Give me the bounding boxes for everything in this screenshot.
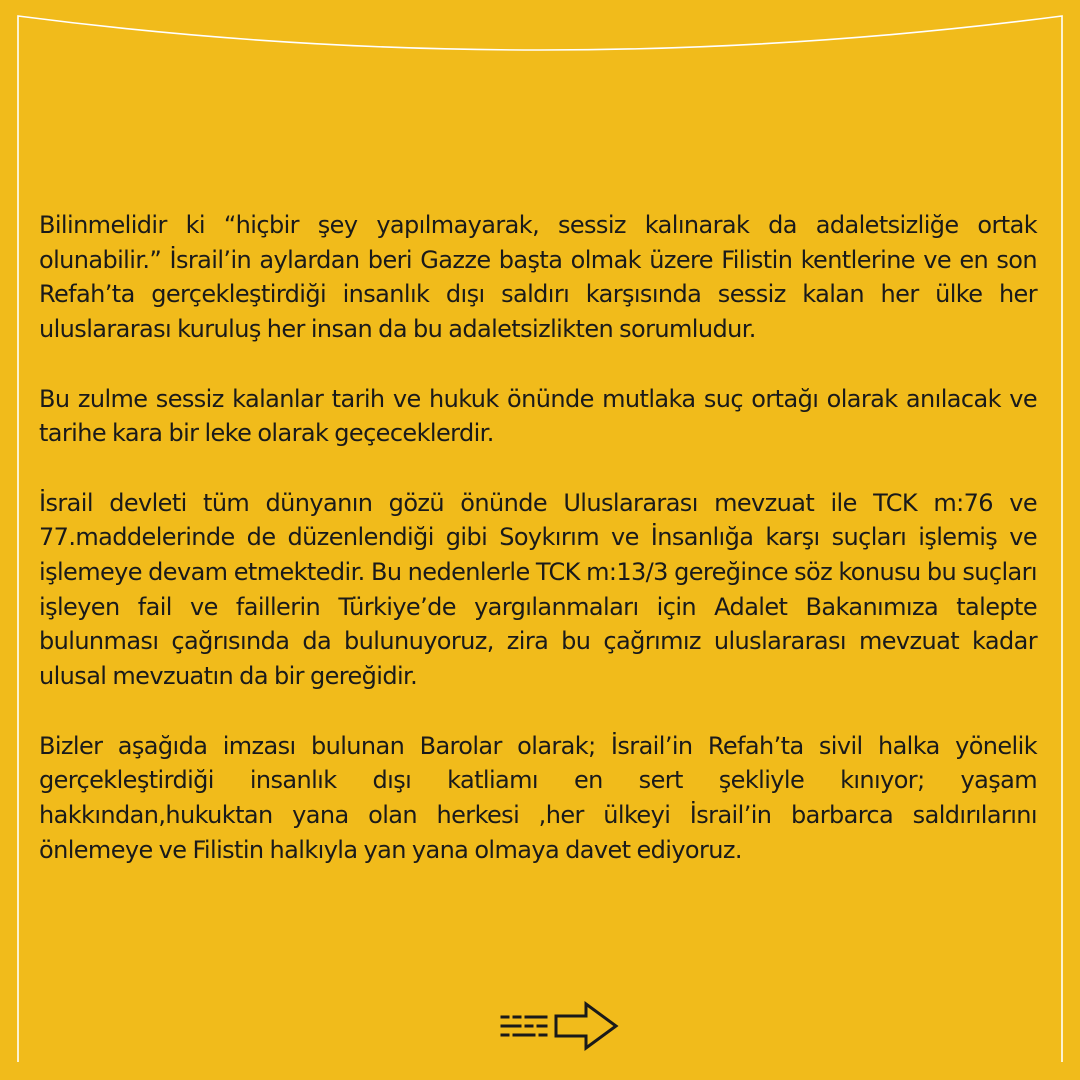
paragraph-4: Bizler aşağıda imzası bulunan Barolar olarak; İsrail’in Refah’ta sivil halka yönelik gerçekleştirdiği insanlık dışı katliamı en sert şekliyle kınıyor; yaşam hakkından,hukuktan yana olan herkesi ,her ülkeyi İsrail’in barbarca saldırılarını önlemeye ve Filistin halkıyla yan yana olmaya davet ediyoruz. <box>39 731 1037 864</box>
document-body <box>39 208 1037 867</box>
arrow-right-icon[interactable] <box>500 1000 622 1052</box>
paragraph-3: İsrail devleti tüm dünyanın gözü önünde Uluslararası mevzuat ile TCK m:76 ve 77.maddelerinde de düzenlendiği gibi Soykırım ve İnsanlığa karşı suçları işlemiş ve işlemeye devam etmektedir. Bu nedenlerle TCK m:13/3 gereğince söz konusu bu suçları işleyen fail ve faillerin Türkiye’de yargılanmaları için Adalet Bakanımıza talepte bulunması çağrısında da bulunuyoruz, zira bu çağrımız uluslararası mevzuat kadar ulusal mevzuatın da bir gereğidir. <box>39 488 1037 691</box>
paragraph-2: Bu zulme sessiz kalanlar tarih ve hukuk önünde mutlaka suç ortağı olarak anılacak ve tarihe kara bir leke olarak geçeceklerdir. <box>39 384 1037 448</box>
paragraph-1: Bilinmelidir ki “hiçbir şey yapılmayarak, sessiz kalınarak da adaletsizliğe ortak olunabilir.” İsrail’in aylardan beri Gazze başta olmak üzere Filistin kentlerine ve en son Refah’ta gerçekleştirdiği insanlık dışı saldırı karşısında sessiz kalan her ülke her uluslararası kuruluş her insan da bu adaletsizlikten sorumludur. <box>39 211 1037 344</box>
